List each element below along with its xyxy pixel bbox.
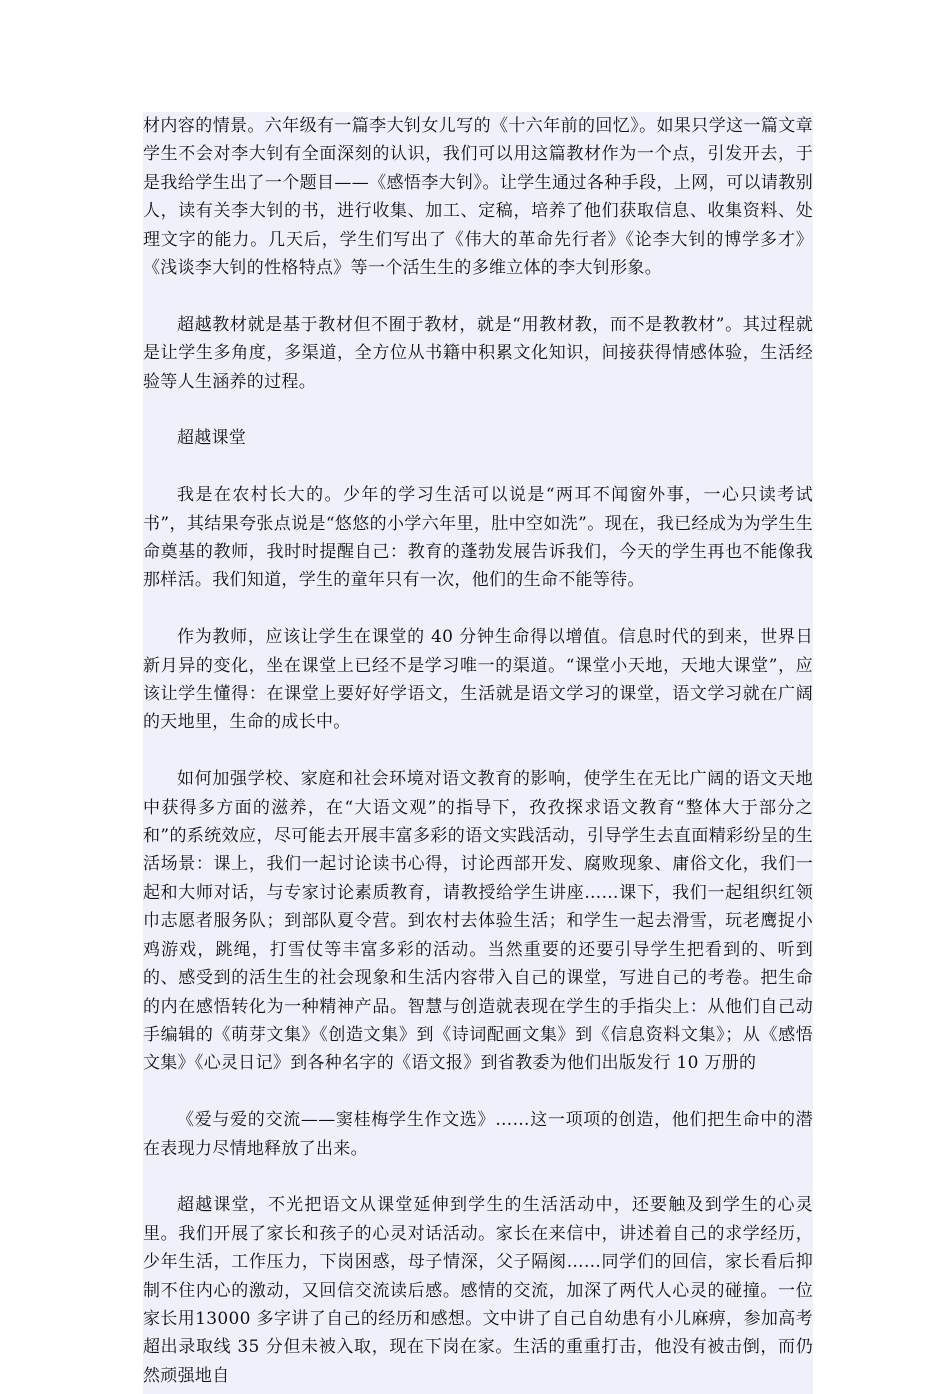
paragraph: 我是在农村长大的。少年的学习生活可以说是“两耳不闻窗外事，一心只读考试书”，其结果夸张点说是“悠悠的小学六年里，肚中空如洗”。现在，我已经成为为学生生命奠基的教师，我时时提醒自己：教育的蓬勃发展告诉我们，今天的学生再也不能像我那样活。我们知道，学生的童年只有一次，他们的生命不能等待。 — [143, 485, 813, 591]
section-heading: 超越课堂 — [177, 428, 247, 449]
paragraph: 超越课堂，不光把语文从课堂延伸到学生的生活活动中，还要触及到学生的心灵里。我们开展了家长和孩子的心灵对话活动。家长在来信中，讲述着自己的求学经历，少年生活，工作压力，下岗困惑，母子情深，父子隔阂……同学们的回信，家长看后抑制不住内心的激动，又回信交流读后感。感情的交流，加深了两代人心灵的碰撞。一位家长用13000 多字讲了自己的经历和感想。文中讲了自己自幼患有小儿麻痹，参加高考超出录取线 35 分但未被入取，现在下岗在家。生活的重重打击，他没有被击倒，而仍然顽强地自 — [143, 1195, 813, 1386]
paragraph-continuation: 材内容的情景。六年级有一篇李大钊女儿写的《十六年前的回忆》。如果只学这一篇文章学生不会对李大钊有全面深刻的认识，我们可以用这篇教材作为一个点，引发开去，于是我给学生出了一个题目——《感悟李大钊》。让学生通过各种手段，上网，可以请教别人，读有关李大钊的书，进行收集、加工、定稿，培养了他们获取信息、收集资料、处理文字的能力。几天后，学生们写出了《伟大的革命先行者》《论李大钊的博学多才》《浅谈李大钊的性格特点》等一个活生生的多维立体的李大钊形象。 — [143, 116, 813, 279]
paragraph: 如何加强学校、家庭和社会环境对语文教育的影响，使学生在无比广阔的语文天地中获得多方面的滋养，在“大语文观”的指导下，孜孜探求语文教育“整体大于部分之和”的系统效应，尽可能去开展丰富多彩的语文实践活动，引导学生去直面精彩纷呈的生活场景：课上，我们一起讨论读书心得，讨论西部开发、腐败现象、庸俗文化，我们一起和大师对话，与专家讨论素质教育，请教授给学生讲座……课下，我们一起组织红领巾志愿者服务队；到部队夏令营。到农村去体验生活；和学生一起去滑雪，玩老鹰捉小鸡游戏，跳绳，打雪仗等丰富多彩的活动。当然重要的还要引导学生把看到的、听到的、感受到的活生生的社会现象和生活内容带入自己的课堂，写进自己的考卷。把生命的内在感悟转化为一种精神产品。智慧与创造就表现在学生的手指尖上：从他们自己动手编辑的《萌芽文集》《创造文集》到《诗词配画文集》到《信息资料文集》；从《感悟文集》《心灵日记》到各种名字的《语文报》到省教委为他们出版发行 10 万册的 — [143, 769, 813, 1074]
text-body — [143, 112, 813, 1394]
paragraph: 超越教材就是基于教材但不囿于教材，就是“用教材教，而不是教教材”。其过程就是让学生多角度，多渠道，全方位从书籍中积累文化知识，间接获得情感体验，生活经验等人生涵养的过程。 — [143, 314, 813, 392]
paragraph: 《爱与爱的交流——窦桂梅学生作文选》……这一项项的创造，他们把生命中的潜在表现力尽情地释放了出来。 — [143, 1110, 813, 1159]
paragraph: 作为教师，应该让学生在课堂的 40 分钟生命得以增值。信息时代的到来，世界日新月异的变化，坐在课堂上已经不是学习唯一的渠道。“课堂小天地，天地大课堂”，应该让学生懂得：在课堂上要好好学语文，生活就是语文学习的课堂，语文学习就在广阔的天地里，生命的成长中。 — [143, 627, 813, 733]
